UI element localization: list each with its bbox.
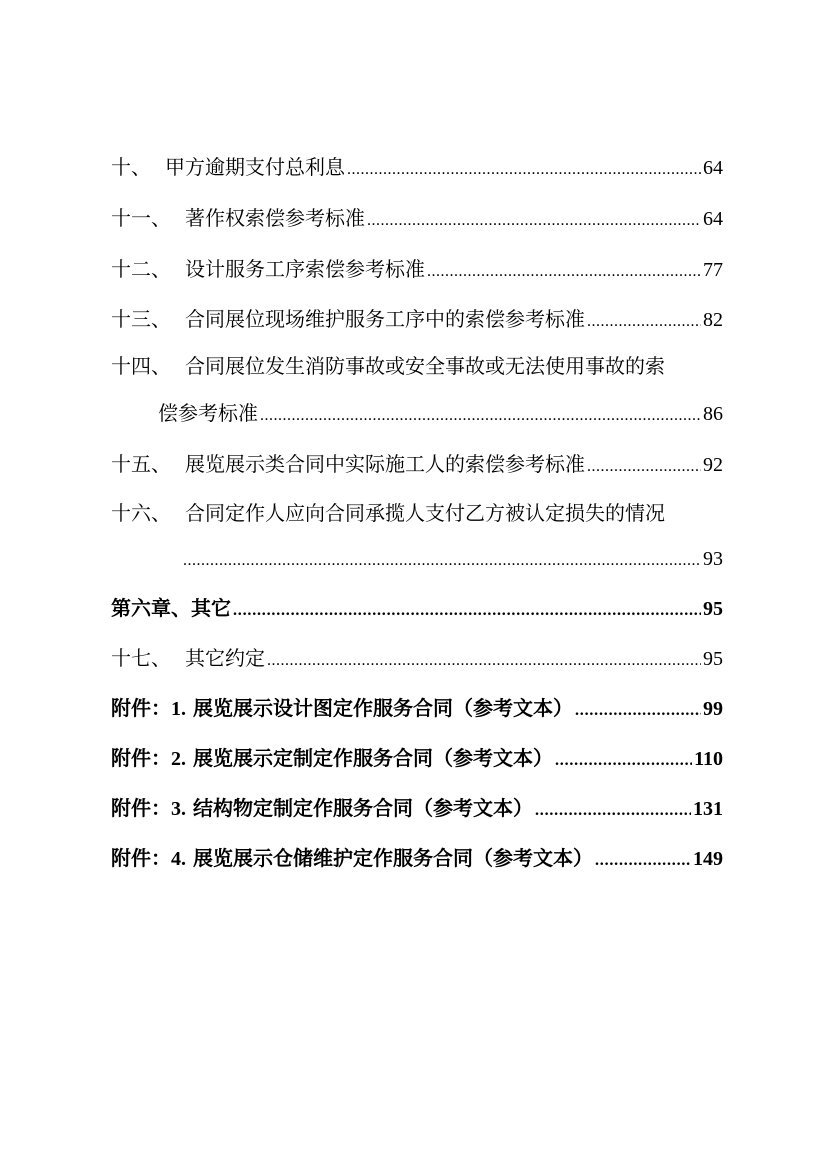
- toc-entry-number: 十一、: [111, 206, 171, 230]
- toc-entry-number: 十六、: [111, 501, 171, 525]
- toc-page-number: 95: [703, 648, 723, 670]
- toc-dot-leader: [535, 796, 691, 826]
- appendix-index: 2.: [171, 748, 186, 770]
- toc-page-number: 149: [693, 848, 723, 870]
- toc-page-number: 64: [703, 208, 723, 230]
- toc-entry-title: 甲方逾期支付总利息: [165, 155, 345, 179]
- toc-appendix-title: [111, 843, 593, 874]
- toc-dot-leader: [555, 746, 692, 776]
- toc-entry-number: 十七、: [111, 646, 171, 670]
- toc-dot-leader: [260, 401, 701, 431]
- toc-entry-number: 十三、: [111, 307, 171, 331]
- toc-page-number: 131: [693, 798, 723, 820]
- toc-appendix-entry[interactable]: [111, 843, 723, 876]
- toc-page-number: 99: [703, 698, 723, 720]
- toc-entry[interactable]: [111, 304, 723, 337]
- toc-dot-leader: [233, 596, 701, 626]
- toc-entry-title: 其它约定: [185, 646, 265, 670]
- toc-entry-number: 十四、: [111, 354, 171, 378]
- toc-entry-title: 合同展位发生消防事故或安全事故或无法使用事故的索: [185, 354, 665, 378]
- toc-entry[interactable]: [111, 351, 723, 381]
- toc-entry-title: 设计服务工序索偿参考标准: [185, 257, 425, 281]
- toc-dot-leader: [575, 696, 701, 726]
- toc-dot-leader: [587, 452, 701, 482]
- toc-entry[interactable]: [111, 152, 723, 185]
- toc-dot-leader: [347, 155, 701, 185]
- toc-entry-title-continuation: 偿参考标准: [158, 401, 258, 425]
- toc-appendix-entry[interactable]: [111, 743, 723, 776]
- appendix-index: 1.: [171, 698, 186, 720]
- toc-entry-number: 十五、: [111, 452, 171, 476]
- appendix-index: 4.: [171, 848, 186, 870]
- appendix-name: 结构物定制定作服务合同（参考文本）: [192, 796, 533, 820]
- toc-entry-number: 十二、: [111, 257, 171, 281]
- toc-entry[interactable]: [111, 643, 723, 676]
- toc-page-number: 95: [703, 598, 723, 620]
- toc-entry[interactable]: [111, 449, 723, 482]
- toc-page-number: 92: [703, 454, 723, 476]
- toc-entry[interactable]: [111, 498, 723, 528]
- toc-page-number: 64: [703, 157, 723, 179]
- toc-appendix-title: [111, 793, 533, 824]
- appendix-prefix: 附件：: [111, 796, 171, 820]
- toc-dot-leader: [183, 546, 701, 576]
- toc-entry-number: 十、: [111, 155, 151, 179]
- appendix-name: 展览展示仓储维护定作服务合同（参考文本）: [192, 846, 593, 870]
- appendix-name: 展览展示定制定作服务合同（参考文本）: [192, 746, 553, 770]
- toc-entry-continuation[interactable]: [158, 398, 723, 431]
- appendix-index: 3.: [171, 798, 186, 820]
- toc-entry[interactable]: [111, 254, 723, 287]
- toc-chapter-entry[interactable]: [111, 593, 723, 626]
- toc-page-number: 77: [703, 259, 723, 281]
- toc-entry-title: 展览展示类合同中实际施工人的索偿参考标准: [185, 452, 585, 476]
- toc-page-number: 86: [703, 403, 723, 425]
- toc-entry-continuation[interactable]: [181, 544, 723, 576]
- toc-page-number: 82: [703, 309, 723, 331]
- toc-chapter-title: 第六章、其它: [111, 596, 231, 620]
- appendix-prefix: 附件：: [111, 746, 171, 770]
- appendix-prefix: 附件：: [111, 696, 171, 720]
- toc-entry-title: 合同定作人应向合同承揽人支付乙方被认定损失的情况: [185, 501, 665, 525]
- appendix-name: 展览展示设计图定作服务合同（参考文本）: [192, 696, 573, 720]
- appendix-prefix: 附件：: [111, 846, 171, 870]
- toc-entry-title: 合同展位现场维护服务工序中的索偿参考标准: [185, 307, 585, 331]
- toc-dot-leader: [367, 206, 701, 236]
- toc-dot-leader: [595, 846, 691, 876]
- toc-dot-leader: [427, 257, 701, 287]
- toc-dot-leader: [587, 307, 701, 337]
- toc-appendix-title: [111, 743, 553, 774]
- toc-appendix-entry[interactable]: [111, 693, 723, 726]
- toc-dot-leader: [267, 646, 701, 676]
- toc-entry-title: 著作权索偿参考标准: [185, 206, 365, 230]
- toc-appendix-entry[interactable]: [111, 793, 723, 826]
- toc-page-number: 110: [694, 748, 723, 770]
- toc-page-number: 93: [703, 548, 723, 570]
- toc-entry[interactable]: [111, 203, 723, 236]
- toc-appendix-title: [111, 693, 573, 724]
